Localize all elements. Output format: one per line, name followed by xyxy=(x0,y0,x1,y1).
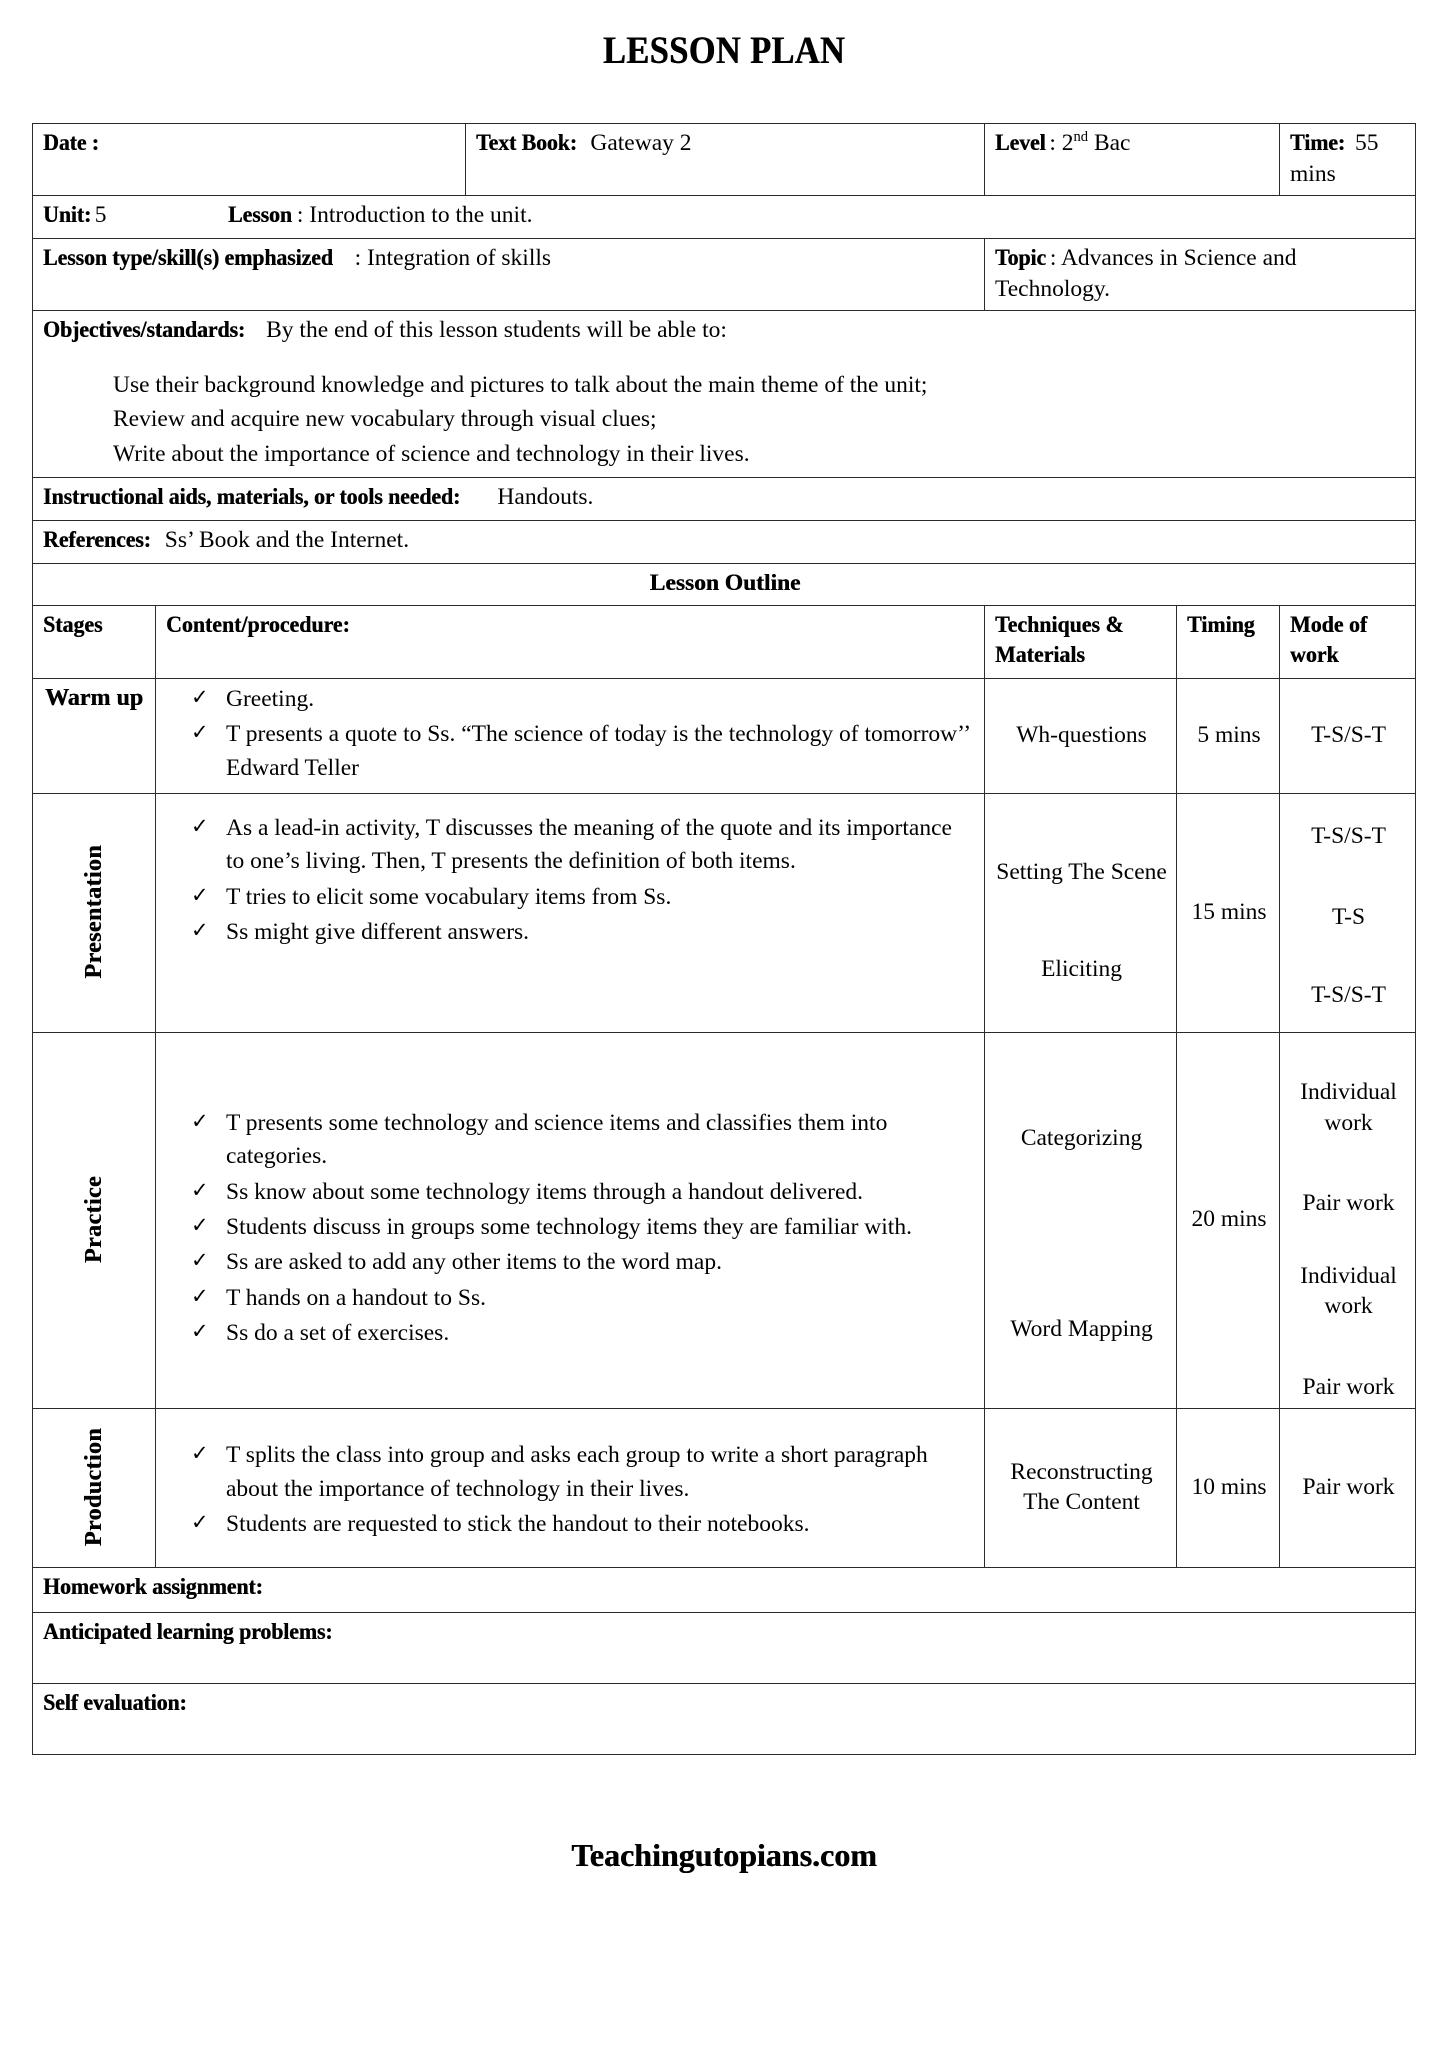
homework-label: Homework assignment: xyxy=(43,1574,263,1601)
date-label: Date : xyxy=(43,130,99,156)
level-value-sup: nd xyxy=(1073,129,1089,146)
table-row-outline-title xyxy=(33,564,1416,606)
list-item: ✓ Ss are asked to add any other items to the word map. xyxy=(166,1246,976,1279)
table-row-anticipated xyxy=(33,1613,1416,1684)
lesson-type-colon: : xyxy=(354,245,362,272)
page-title: LESSON PLAN xyxy=(602,29,846,72)
mode-item: T-S xyxy=(1331,903,1366,930)
list-item: ✓ Ss might give different answers. xyxy=(166,916,976,949)
technique-item: Setting The Scene xyxy=(996,859,1167,886)
table-row-practice xyxy=(33,1032,1416,1408)
topic-cell xyxy=(985,239,1416,311)
homework-cell xyxy=(33,1568,1416,1613)
technique-item: Wh-questions xyxy=(1016,721,1147,748)
lesson-colon: : xyxy=(296,202,304,229)
textbook-value: Gateway 2 xyxy=(590,130,692,156)
stage-cell-warm-up xyxy=(33,678,156,793)
techniques-cell-warm-up xyxy=(985,678,1177,793)
list-item: ✓ Greeting. xyxy=(166,683,976,716)
column-header-techniques: Techniques & Materials xyxy=(985,605,1177,678)
mode-item: T-S/S-T xyxy=(1311,721,1386,748)
table-row-references xyxy=(33,521,1416,564)
topic-label: Topic xyxy=(995,245,1046,272)
stage-cell-presentation xyxy=(33,793,156,1032)
techniques-cell-practice xyxy=(985,1032,1177,1408)
stage-label: Presentation xyxy=(81,845,108,979)
list-item: ✓ T hands on a handout to Ss. xyxy=(166,1282,976,1315)
mode-item: T-S/S-T xyxy=(1311,982,1386,1009)
references-cell xyxy=(33,521,1416,564)
timing-cell-practice: 20 mins xyxy=(1177,1032,1280,1408)
objectives-spacer xyxy=(43,346,1407,368)
time-cell xyxy=(1280,124,1416,196)
table-row-self-evaluation xyxy=(33,1684,1416,1755)
time-label: Time: xyxy=(1290,130,1346,156)
outline-section-title: Lesson Outline xyxy=(33,564,1416,606)
stage-label: Production xyxy=(81,1428,108,1547)
level-colon: : xyxy=(1049,130,1056,156)
objectives-cell xyxy=(33,311,1416,478)
list-item: ✓ T tries to elicit some vocabulary items from Ss. xyxy=(166,881,976,914)
topic-value: Advances in Science and Technology. xyxy=(995,245,1297,302)
table-row-homework xyxy=(33,1568,1416,1613)
aids-cell xyxy=(33,478,1416,521)
column-header-mode: Mode of work xyxy=(1280,605,1416,678)
mode-item: Pair work xyxy=(1302,1473,1395,1500)
mode-item: Individual work xyxy=(1300,1078,1397,1136)
content-cell-practice xyxy=(156,1032,985,1408)
content-cell-production xyxy=(156,1409,985,1568)
objectives-heading xyxy=(43,315,1407,346)
unit-label: Unit: xyxy=(43,202,92,229)
mode-cell-presentation xyxy=(1280,793,1416,1032)
list-item: ✓ Ss know about some technology items through a handout delivered. xyxy=(166,1176,976,1209)
level-label: Level xyxy=(995,130,1046,156)
mode-item: Individual work xyxy=(1300,1262,1397,1320)
objective-item: Write about the importance of science and technology in their lives. xyxy=(113,440,750,467)
timing-cell-presentation: 15 mins xyxy=(1177,793,1280,1032)
stage-label: Warm up xyxy=(45,684,144,711)
references-value: Ss’ Book and the Internet. xyxy=(164,527,410,554)
textbook-cell xyxy=(466,124,985,196)
anticipated-cell xyxy=(33,1613,1416,1684)
timing-cell-warm-up: 5 mins xyxy=(1177,678,1280,793)
technique-item: Reconstructing The Content xyxy=(1010,1458,1153,1516)
anticipated-label: Anticipated learning problems: xyxy=(43,1619,333,1646)
techniques-cell-production xyxy=(985,1409,1177,1568)
list-item: ✓ Students discuss in groups some technology items they are familiar with. xyxy=(166,1211,976,1244)
table-row-date xyxy=(33,124,1416,196)
column-header-stages: Stages xyxy=(33,605,156,678)
lesson-type-value: Integration of skills xyxy=(366,245,552,272)
stage-label: Practice xyxy=(81,1176,108,1264)
technique-item: Word Mapping xyxy=(1010,1315,1153,1342)
bullet-list xyxy=(166,1439,976,1541)
mode-item: T-S/S-T xyxy=(1311,823,1386,850)
textbook-label: Text Book: xyxy=(476,130,577,156)
footer-website: Teachingutopians.com xyxy=(571,1837,877,1874)
list-item: ✓ As a lead-in activity, T discusses the meaning of the quote and its importance to one’s living. Then, T presents the definition of both items. xyxy=(166,812,976,879)
objective-item: Review and acquire new vocabulary through visual clues; xyxy=(113,406,657,433)
table-row-unit xyxy=(33,196,1416,239)
list-item: ✓ Students are requested to stick the handout to their notebooks. xyxy=(166,1508,976,1541)
content-cell-warm-up xyxy=(156,678,985,793)
column-header-timing: Timing xyxy=(1177,605,1280,678)
stage-cell-production xyxy=(33,1409,156,1568)
topic-colon: : xyxy=(1049,245,1057,272)
unit-value: 5 xyxy=(94,202,107,229)
aids-value: Handouts. xyxy=(497,484,594,511)
level-cell xyxy=(985,124,1280,196)
mode-item: Pair work xyxy=(1302,1373,1395,1400)
table-row-outline-headers xyxy=(33,605,1416,678)
objectives-intro: By the end of this lesson students will be able to: xyxy=(266,317,727,344)
content-cell-presentation xyxy=(156,793,985,1032)
aids-label: Instructional aids, materials, or tools needed: xyxy=(43,484,461,511)
table-row-warm-up xyxy=(33,678,1416,793)
lesson-value: Introduction to the unit. xyxy=(309,202,533,229)
technique-item: Eliciting xyxy=(1041,955,1122,982)
list-item: ✓ T presents a quote to Ss. “The science of today is the technology of tomorrow’’ Edward Teller xyxy=(166,718,976,785)
objectives-list xyxy=(43,368,1407,472)
list-item: ✓ T splits the class into group and asks each group to write a short paragraph about the importance of technology in their lives. xyxy=(166,1439,976,1506)
level-value-rest: Bac xyxy=(1093,130,1131,156)
time-value: 55 mins xyxy=(1290,130,1379,187)
table-row-aids xyxy=(33,478,1416,521)
bullet-list xyxy=(166,1107,976,1351)
table-row-lesson-type xyxy=(33,239,1416,311)
bullet-list xyxy=(166,812,976,949)
self-evaluation-label: Self evaluation: xyxy=(43,1690,187,1717)
level-value-base: 2 xyxy=(1061,130,1074,156)
references-label: References: xyxy=(43,527,151,554)
self-evaluation-cell xyxy=(33,1684,1416,1755)
technique-item: Categorizing xyxy=(1020,1125,1143,1152)
lesson-plan-table xyxy=(32,123,1416,1755)
mode-cell-production xyxy=(1280,1409,1416,1568)
mode-cell-warm-up xyxy=(1280,678,1416,793)
list-item: ✓ T presents some technology and science items and classifies them into categories. xyxy=(166,1107,976,1174)
timing-cell-production: 10 mins xyxy=(1177,1409,1280,1568)
techniques-cell-presentation xyxy=(985,793,1177,1032)
objectives-label: Objectives/standards: xyxy=(43,317,246,344)
list-item: ✓ Ss do a set of exercises. xyxy=(166,1317,976,1350)
bullet-list xyxy=(166,683,976,785)
mode-item: Pair work xyxy=(1302,1190,1395,1217)
mode-cell-practice xyxy=(1280,1032,1416,1408)
objective-item: Use their background knowledge and pictures to talk about the main theme of the unit; xyxy=(113,371,928,398)
lesson-label: Lesson xyxy=(228,202,293,229)
table-row-presentation xyxy=(33,793,1416,1032)
table-row-objectives xyxy=(33,311,1416,478)
column-header-content: Content/procedure: xyxy=(156,605,985,678)
lesson-type-cell xyxy=(33,239,985,311)
stage-cell-practice xyxy=(33,1032,156,1408)
unit-lesson-cell xyxy=(33,196,1416,239)
table-row-production xyxy=(33,1409,1416,1568)
lesson-type-label: Lesson type/skill(s) emphasized xyxy=(43,245,333,272)
date-cell xyxy=(33,124,466,196)
